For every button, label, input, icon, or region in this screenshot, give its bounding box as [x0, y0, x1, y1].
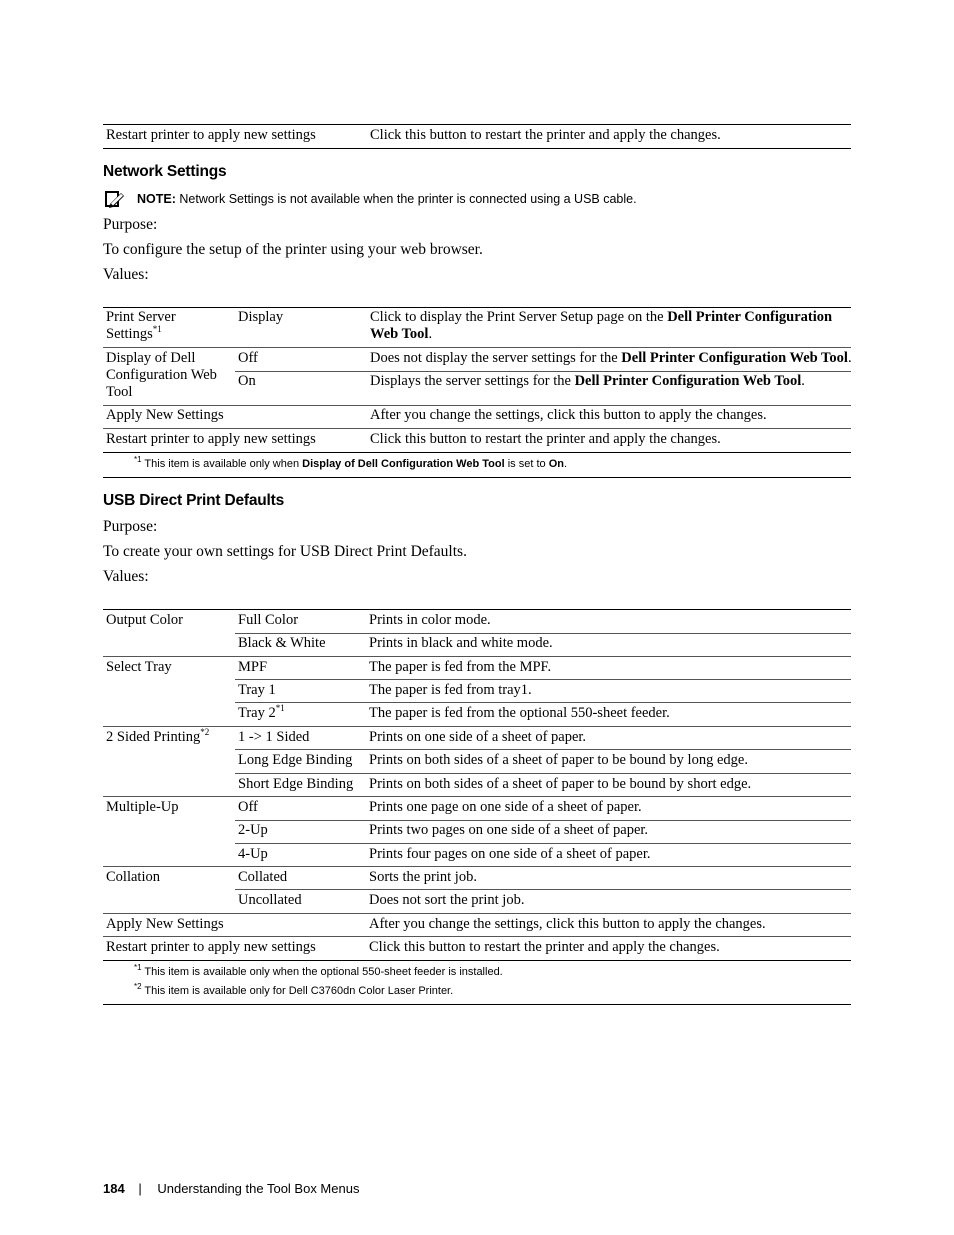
note-label: NOTE: [137, 192, 176, 206]
table-rule [103, 936, 851, 937]
short-edge-option: Short Edge Binding [238, 776, 354, 792]
dod-line3: Tool [106, 384, 133, 400]
display-option: Display [238, 309, 284, 325]
on-desc [370, 373, 805, 390]
table-rule [103, 347, 851, 348]
mpf-desc: The paper is fed from the MPF. [369, 659, 552, 675]
on-desc-bold: Dell Printer Configuration Web Tool [574, 373, 802, 389]
mu-off-option: Off [238, 799, 258, 815]
one-sided-option: 1 -> 1 Sided [238, 729, 310, 745]
footnote-ref: *1 [152, 324, 162, 334]
footnote-ref: *1 [275, 703, 285, 713]
table-rule [235, 843, 851, 844]
table-rule [103, 477, 851, 478]
display-desc-text: Click to display the Print Server Setup page on the [370, 309, 668, 325]
footnote-period: . [563, 458, 568, 470]
restart-label: Restart printer to apply new settings [106, 127, 316, 143]
footnote-ref: *2 [200, 727, 210, 737]
table-rule [103, 124, 851, 125]
uncollated-option: Uncollated [238, 892, 302, 908]
table-rule [235, 679, 851, 680]
table-rule [103, 405, 851, 406]
usb-footnote-1 [134, 963, 503, 978]
output-color-label: Output Color [106, 612, 183, 628]
note-pencil-icon [104, 190, 126, 208]
off-desc-text: Does not display the server settings for the [370, 350, 622, 366]
bw-desc: Prints in black and white mode. [369, 635, 553, 651]
table-rule [103, 913, 851, 914]
on-option: On [238, 373, 256, 389]
off-desc [370, 350, 852, 367]
footnote-text: This item is available only when the optional 550-sheet feeder is installed. [141, 966, 503, 978]
two-up-option: 2-Up [238, 822, 268, 838]
table-rule [235, 773, 851, 774]
uncollated-desc: Does not sort the print job. [369, 892, 525, 908]
table-rule [103, 452, 851, 453]
select-tray-label: Select Tray [106, 659, 172, 675]
restart-desc: Click this button to restart the printer and apply the changes. [370, 127, 721, 143]
usb-apply-desc: After you change the settings, click this button to apply the changes. [369, 916, 766, 932]
bw-option: Black & White [238, 635, 326, 651]
table-rule [235, 889, 851, 890]
tray2-option [238, 705, 285, 722]
network-settings-heading: Network Settings [103, 163, 227, 180]
dod-line2: Configuration Web [106, 367, 217, 383]
apply-new-settings-label: Apply New Settings [106, 407, 224, 423]
table-rule [103, 1004, 851, 1005]
footnote-mark: *1 [134, 963, 142, 972]
note-text: Network Settings is not available when the printer is connected using a USB cable. [179, 192, 637, 206]
display-desc-period: . [428, 326, 433, 342]
mu-off-desc: Prints one page on one side of a sheet of paper. [369, 799, 642, 815]
table-rule [235, 749, 851, 750]
two-sided-printing-label [106, 729, 209, 746]
tray1-desc: The paper is fed from tray1. [369, 682, 532, 698]
usb-apply-label: Apply New Settings [106, 916, 224, 932]
usb-restart-label: Restart printer to apply new settings [106, 939, 316, 955]
usb-values-label: Values: [103, 568, 149, 585]
four-up-option: 4-Up [238, 846, 268, 862]
long-edge-option: Long Edge Binding [238, 752, 353, 768]
table-rule [235, 633, 851, 634]
full-color-option: Full Color [238, 612, 299, 628]
off-desc-period: . [847, 350, 852, 366]
short-edge-desc: Prints on both sides of a sheet of paper to be bound by short edge. [369, 776, 752, 792]
long-edge-desc: Prints on both sides of a sheet of paper to be bound by long edge. [369, 752, 748, 768]
usb-footnote-2 [134, 982, 454, 997]
print-server-line1: Print Server [106, 309, 176, 325]
apply-new-settings-desc: After you change the settings, click this button to apply the changes. [370, 407, 767, 423]
two-sided-text: 2 Sided Printing [106, 729, 201, 745]
collated-option: Collated [238, 869, 288, 885]
footnote-text2: is set to [504, 458, 549, 470]
table-rule [103, 656, 851, 657]
on-desc-text: Displays the server settings for the [370, 373, 575, 389]
usb-purpose-label: Purpose: [103, 518, 158, 535]
display-desc [370, 309, 832, 343]
table-rule [235, 820, 851, 821]
table-rule [103, 960, 851, 961]
two-up-desc: Prints two pages on one side of a sheet of paper. [369, 822, 649, 838]
print-server-settings-label [106, 309, 176, 343]
table-rule [103, 796, 851, 797]
footer-section-title: Understanding the Tool Box Menus [157, 1181, 360, 1196]
page-footer [103, 1181, 359, 1196]
display-of-dell-config-label [106, 350, 217, 401]
tray2-desc: The paper is fed from the optional 550-sheet feeder. [369, 705, 670, 721]
network-footnote [134, 455, 568, 470]
table-rule [103, 866, 851, 867]
table-rule [103, 428, 851, 429]
usb-restart-desc: Click this button to restart the printer and apply the changes. [369, 939, 720, 955]
print-server-line2: Settings [106, 326, 153, 342]
footnote-bold2: On [548, 458, 564, 470]
usb-purpose-text: To create your own settings for USB Direct Print Defaults. [103, 543, 467, 560]
collation-label: Collation [106, 869, 160, 885]
footnote-mark: *2 [134, 982, 142, 991]
table-rule [103, 726, 851, 727]
footnote-text: This item is available only when [141, 458, 303, 470]
collated-desc: Sorts the print job. [369, 869, 477, 885]
table-rule [103, 307, 851, 308]
full-color-desc: Prints in color mode. [369, 612, 491, 628]
table-rule [103, 148, 851, 149]
usb-direct-print-heading: USB Direct Print Defaults [103, 492, 285, 509]
note-line [137, 192, 637, 206]
mpf-option: MPF [238, 659, 268, 675]
one-sided-desc: Prints on one side of a sheet of paper. [369, 729, 587, 745]
off-option: Off [238, 350, 258, 366]
footnote-bold: Display of Dell Configuration Web Tool [302, 458, 505, 470]
footnote-text: This item is available only for Dell C3760dn Color Laser Printer. [141, 985, 454, 997]
dod-line1: Display of Dell [106, 350, 196, 366]
restart-printer-label: Restart printer to apply new settings [106, 431, 316, 447]
table-rule [235, 371, 851, 372]
table-rule [103, 609, 851, 610]
display-desc-bold2: Web Tool [370, 326, 429, 342]
table-rule [235, 702, 851, 703]
purpose-text: To configure the setup of the printer using your web browser. [103, 241, 483, 258]
tray1-option: Tray 1 [238, 682, 276, 698]
purpose-label: Purpose: [103, 216, 158, 233]
on-desc-period: . [801, 373, 805, 389]
footer-separator: | [138, 1181, 142, 1196]
page-number: 184 [103, 1181, 125, 1196]
restart-printer-desc: Click this button to restart the printer and apply the changes. [370, 431, 721, 447]
display-desc-bold: Dell Printer Configuration [667, 309, 833, 325]
tray2-label: Tray 2 [238, 705, 276, 721]
footnote-mark: *1 [134, 455, 142, 464]
four-up-desc: Prints four pages on one side of a sheet of paper. [369, 846, 651, 862]
values-label: Values: [103, 266, 149, 283]
off-desc-bold: Dell Printer Configuration Web Tool [621, 350, 848, 366]
multiple-up-label: Multiple-Up [106, 799, 179, 815]
